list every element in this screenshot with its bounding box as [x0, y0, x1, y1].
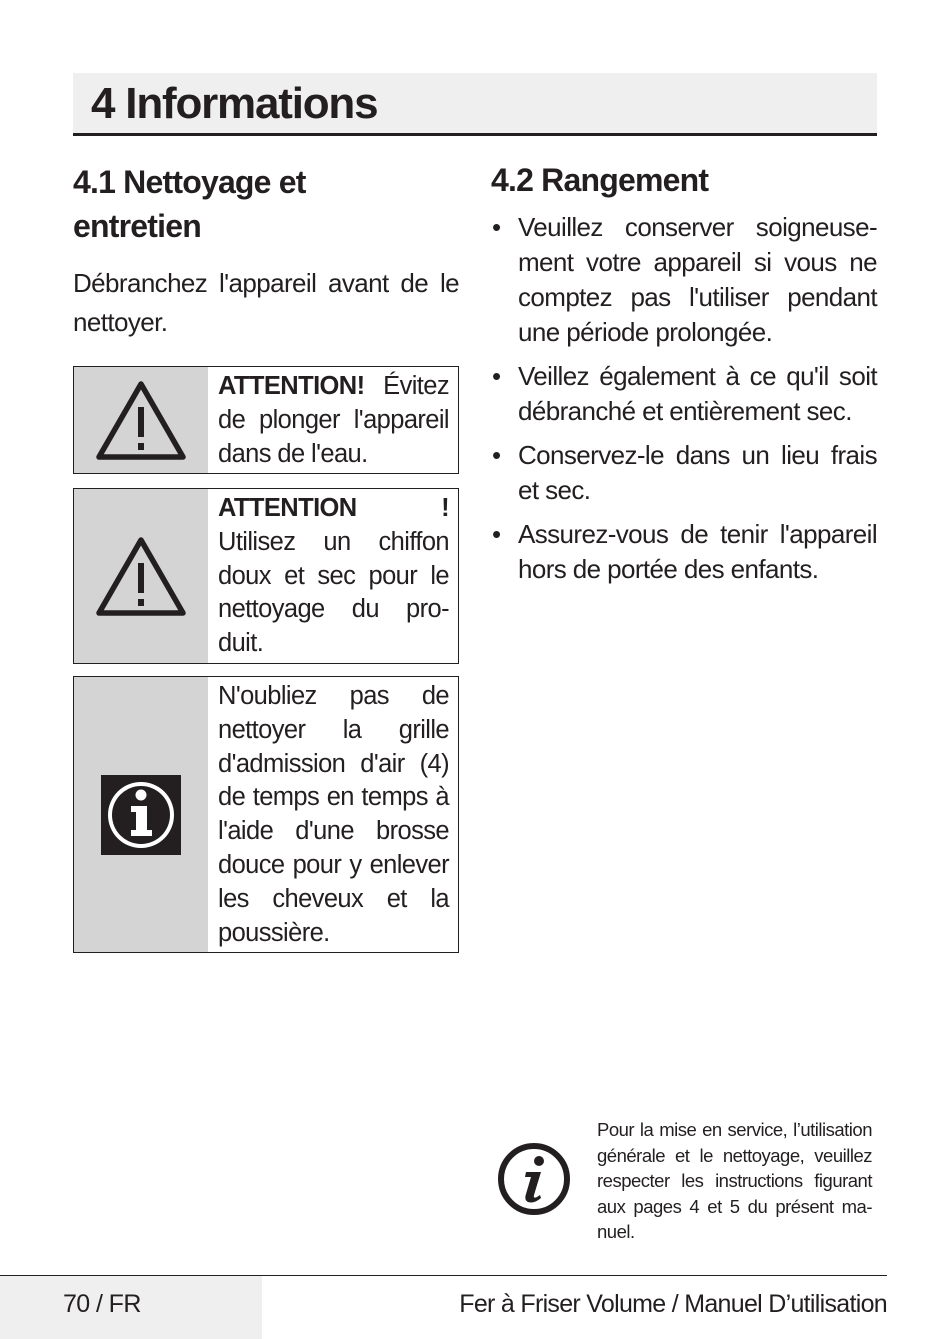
- section-title: 4 Informations: [91, 79, 378, 128]
- warning-body: Évitez de plonger l'appareil dans de l'eau.: [218, 372, 449, 468]
- warning-triangle-icon: [93, 533, 189, 619]
- warning-icon-panel: [74, 367, 208, 473]
- warning-body: Utilisez un chiffon doux et sec pour le nettoyage du pro-duit.: [218, 527, 449, 658]
- cleaning-column: [73, 160, 459, 947]
- storage-heading: 4.2 Rangement: [491, 162, 709, 198]
- warning-box-cloth: [73, 488, 459, 664]
- info-icon-panel: [74, 677, 208, 952]
- usage-note: [496, 1117, 876, 1247]
- warning-triangle-icon: [93, 377, 189, 463]
- cleaning-heading: [73, 160, 459, 248]
- warning-box-water: [73, 366, 459, 474]
- cleaning-heading-line2: entretien: [73, 208, 201, 244]
- page-number: 70 / FR: [63, 1290, 141, 1318]
- storage-column: [491, 158, 877, 596]
- list-item: • Assurez-vous de tenir l'appareil hors de portée des enfants.: [492, 519, 877, 584]
- warning-label-word: ATTENTION: [218, 494, 357, 522]
- warning-label: ATTENTION!: [218, 372, 365, 400]
- bullet-icon: •: [492, 361, 501, 391]
- info-box-air-grille: [73, 676, 459, 953]
- warning-text-water: [208, 367, 458, 473]
- storage-list: [491, 210, 877, 587]
- info-text-air-grille: N'oubliez pas de nettoyer la grille d'admission d'air (4) de temps en temps à l'aide d'une brosse douce pour y enlever les cheveux et la poussière.: [218, 682, 449, 947]
- cleaning-heading-line1: 4.1 Nettoyage et: [73, 164, 306, 200]
- bullet-icon: •: [492, 212, 501, 242]
- bullet-icon: •: [492, 519, 501, 549]
- warning-label-mark: !: [441, 494, 449, 522]
- list-item: • Veillez également à ce qu'il soit débranché et entièrement sec.: [492, 361, 877, 426]
- section-header: [73, 73, 877, 136]
- info-icon: [101, 775, 181, 855]
- info-circle-icon: [496, 1141, 572, 1217]
- cleaning-intro: Débranchez l'appareil avant de le nettoyer.: [73, 268, 459, 337]
- warning-text-cloth: [208, 489, 458, 663]
- footer-doc-title: Fer à Friser Volume / Manuel D’utilisation: [459, 1290, 887, 1318]
- warning-label: [218, 492, 449, 526]
- bullet-icon: •: [492, 440, 501, 470]
- list-item: • Veuillez conserver soigneuse-ment votre appareil si vous ne comptez pas l'utiliser pendant une période prolongée.: [492, 212, 877, 347]
- warning-icon-panel: [74, 489, 208, 663]
- list-item: • Conservez-le dans un lieu frais et sec.: [492, 440, 877, 505]
- usage-note-text: Pour la mise en service, l’utilisation générale et le nettoyage, veuillez respecter les instructions figurant aux pages 4 et 5 du présent ma-nuel.: [597, 1119, 872, 1243]
